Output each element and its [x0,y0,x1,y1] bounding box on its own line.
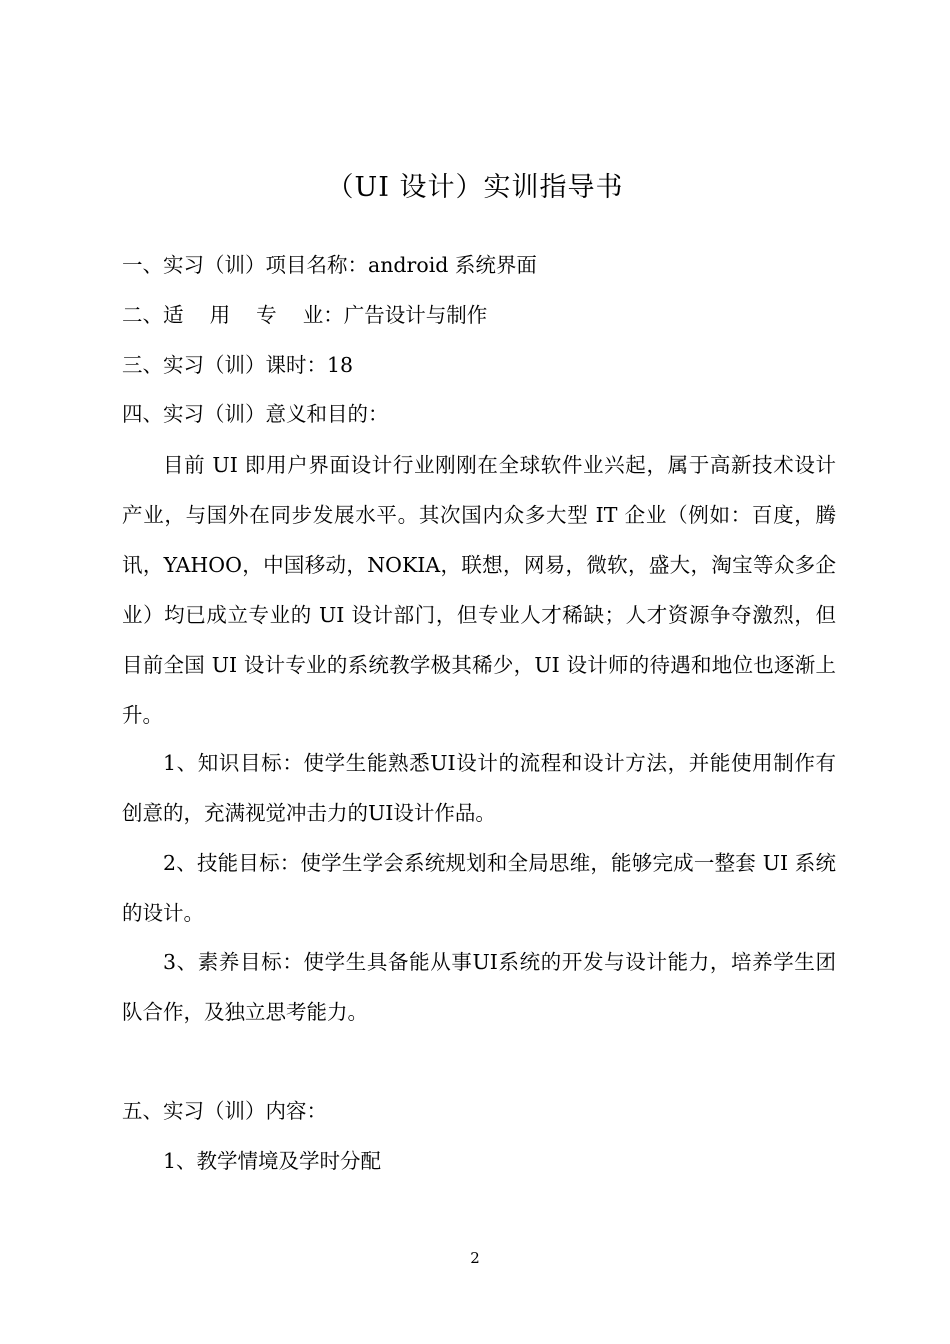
purpose-heading: 四、实习（训）意义和目的： [122,402,389,426]
hours-line: 三、实习（训）课时：18 [122,353,354,377]
major-line: 二、适 用 专 业：广告设计与制作 [122,303,488,327]
skill-goal-paragraph: 2、技能目标：使学生学会系统规划和全局思维，能够完成一整套 UI 系统的设计。 [122,851,836,925]
intro-paragraph: 目前 UI 即用户界面设计行业刚刚在全球软件业兴起，属于高新技术设计产业，与国外在同步发展水平。其次国内众多大型 IT 企业（例如：百度，腾讯，YAHOO，中国移动，NOKIA，联想，网易，微软，盛大，淘宝等众多企业）均已成立专业的 UI 设计部门，但专业人才稀缺；人才资源争夺激烈，但目前全国 UI 设计专业的系统教学极其稀少，UI 设计师的待遇和地位也逐渐上升。 [122,453,836,727]
page-number: 2 [470,1249,480,1267]
knowledge-goal-paragraph: 1、知识目标：使学生能熟悉UI设计的流程和设计方法，并能使用制作有创意的，充满视觉冲击力的UI设计作品。 [122,751,836,825]
content-heading: 五、实习（训）内容： [122,1099,327,1123]
project-name-line: 一、实习（训）项目名称：android 系统界面 [122,253,537,277]
document-title: （UI 设计）实训指导书 [326,172,624,203]
sub-item-line: 1、教学情境及学时分配 [163,1149,382,1173]
quality-goal-paragraph: 3、素养目标：使学生具备能从事UI系统的开发与设计能力，培养学生团队合作，及独立思考能力。 [122,950,836,1024]
